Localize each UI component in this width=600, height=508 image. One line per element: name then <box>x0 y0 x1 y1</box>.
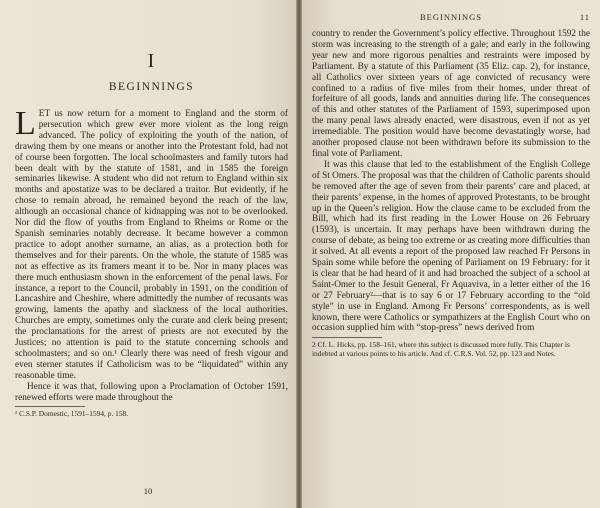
paragraph: It was this clause that led to the establishment of the English College of St Omers. The proposal was that the children of Catholic parents should be removed after the age of seven from their parents’ care and placed, at their parents’ expense, in the homes of approved Protestants, to be brought up in the Queen’s religion. How the clause came to be excluded from the Bill, which had its first reading in the Lower House on 26 February (1593), is uncertain. It may perhaps have been withdrawn during the course of debate, as being too extreme or as creating more difficulties than it solved. At all events a report of the proposed law reached Fr Persons in Spain some while before the opening of Parliament on 19 February: for it is clear that he had heard of it and had broached the subject of a school at Saint-Omer to the Jesuit General, Fr Aquaviva, in a letter either of the 16 or 27 February²—that is to say 6 or 17 February according to the “old style” in use in England. Among Fr Persons’ correspondents, as is well known, there were Catholics or sympathizers at the English Court who on occasion supplied him with “stop-press” news derived from <box>312 159 590 334</box>
paragraph: Hence it was that, following upon a Proclamation of October 1591, renewed efforts were made throughout the <box>15 381 288 403</box>
footnote-rule <box>15 406 85 407</box>
running-head-title: BEGINNINGS <box>420 12 482 22</box>
footnote-rule <box>312 337 382 338</box>
drop-cap: L <box>15 105 36 142</box>
running-head <box>312 12 590 22</box>
paragraph-text: ET us now return for a moment to England and the storm of persecution which grew ever more violent as the long reign advanced. The policy of exploiting the youth of the nation, of drawing them by one means or another into the Protestant fold, had not of course been forgotten. The local schoolmasters and family tutors had been dealt with by the statute of 1581, and in 1585 the foreign seminaries likewise. A student who did not return to England within six months and apostatize was to be declared a traitor. But evidently, if he chose to remain abroad, he remained beyond the reach of the law, although an occasional chance of kidnapping was not to be overlooked. Nor did the flow of youths from England to Rheims or Rome or the Spanish seminaries notably decrease. It became however a common practice to adopt another surname, an alias, as a protection both for themselves and for their parents. On the whole, the statute of 1585 was not as effective as its framers meant it to be. Nor in many places was there much enthusiasm shown in the enforcement of the penal laws. For instance, a report to the Council, probably in 1591, on the condition of Lancashire and Cheshire, where admittedly the number of recusants was growing, laments the apathy and slackness of the local authorities. Churches are empty, sometimes only the curate and clerk being present; the proclamations for the arrest of priests are not executed by the Justices; no attention is paid to the statute concerning schools and schoolmasters; and so on.¹ Clearly there was need of fresh vigour and even sterner statutes if Catholicism was to be “liquidated” within any reasonable time. <box>15 109 288 381</box>
footnote: ¹ C.S.P. Domestic, 1591–1594, p. 158. <box>15 409 129 419</box>
chapter-number: I <box>147 50 156 72</box>
left-body <box>15 105 288 403</box>
right-page <box>302 0 600 508</box>
right-body <box>312 29 590 334</box>
left-page <box>0 0 296 508</box>
page-number: 10 <box>143 486 153 496</box>
chapter-title: BEGINNINGS <box>108 81 195 93</box>
paragraph: country to render the Government’s policy effective. Throughout 1592 the storm was increasing to the strength of a gale; and early in the following year new and more rigorous penalties and restraints were imposed by Parliament. By a statute of this Parliament (35 Eliz. cap. 2), for instance, all Catholics over sixteen years of age convicted of recusancy were confined to a radius of five miles from their homes, under threat of forfeiture of all goods, lands and annuities during life. The consequences of this and other statutes of the Parliament of 1593, superimposed upon the many penal laws already enacted, were disastrous, even if not as yet irremediable. The position would have become devastatingly worse, had another proposed clause not been withdrawn before its submission to the final vote of Parliament. <box>312 29 590 159</box>
page-number: 11 <box>579 12 590 22</box>
paragraph <box>15 105 288 382</box>
footnote: 2 Cf. L. Hicks, pp. 158–161, where this subject is discussed more fully. This Chapter is indebted at various points to his article. And cf. C.R.S. Vol. 52, pp. 123 and Notes. <box>312 340 570 359</box>
